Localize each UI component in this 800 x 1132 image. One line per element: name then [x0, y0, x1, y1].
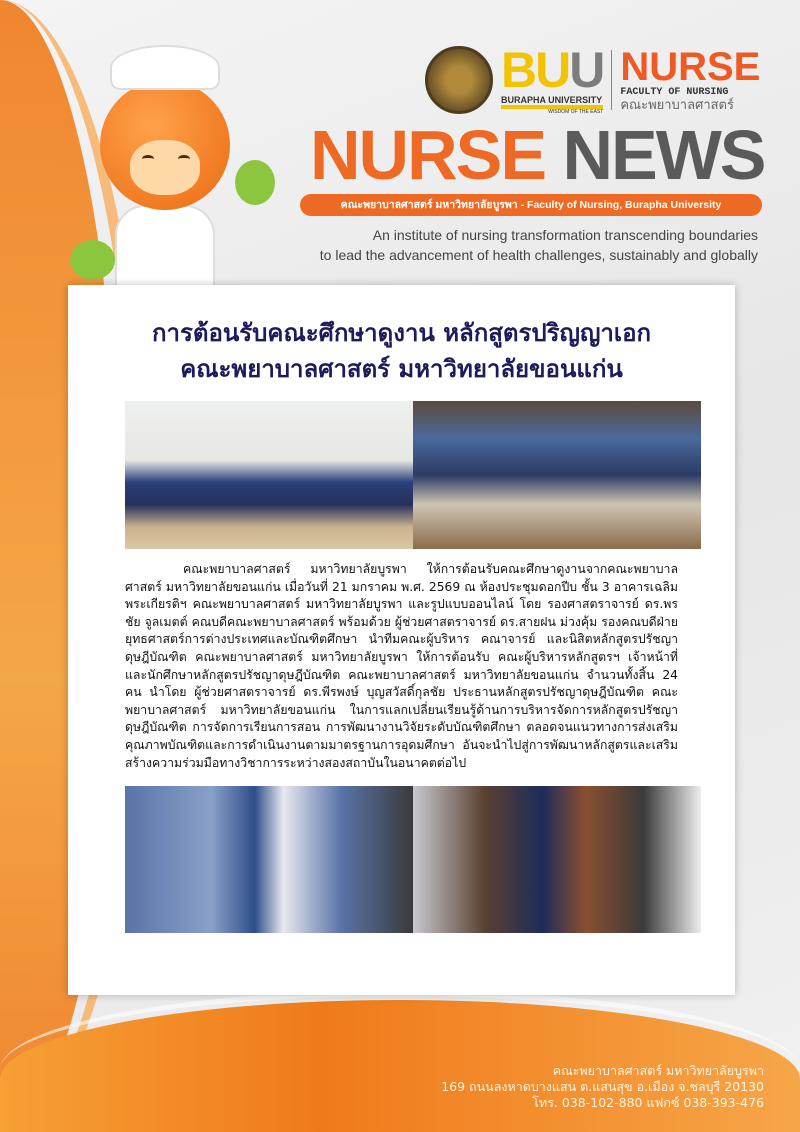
university-logo	[425, 42, 761, 115]
faculty-name-en: FACULTY OF NURSING	[620, 86, 729, 98]
footer-org: คณะพยาบาลศาสตร์ มหาวิทยาลัยบูรพา	[552, 1063, 764, 1078]
university-seal-icon	[425, 46, 493, 114]
meeting-room-group-photo	[413, 401, 701, 549]
article-title	[125, 315, 678, 387]
logo-divider	[611, 50, 612, 110]
motto-line: to lead the advancement of health challenges, sustainably and globally	[319, 247, 758, 263]
article-body: คณะพยาบาลศาสตร์ มหาวิทยาลัยบูรพา ให้การต้อนรับคณะศึกษาดูงานจากคณะพยาบาลศาสตร์ มหาวิทยาลัยขอนแก่น เมื่อวันที่ 21 มกราคม พ.ศ. 2569 ณ ห้องประชุมดอกปีบ ชั้น 3 อาคารเฉลิมพระเกียรติฯ คณะพยาบาลศาสตร์ มหาวิทยาลัยบูรพา และรูปแบบออนไลน์ โดย รองศาสตราจารย์ ดร.พรชัย จูลเมตต์ คณบดีคณะพยาบาลศาสตร์ พร้อมด้วย ผู้ช่วยศาสตราจารย์ ดร.สายฝน ม่วงคุ้ม รองคณบดีฝ่ายยุทธศาสตร์การต่างประเทศและบัณฑิตศึกษา นำทีมคณะผู้บริหาร คณาจารย์ และนิสิตหลักสูตรปรัชญาดุษฎีบัณฑิต คณะพยาบาลศาสตร์ มหาวิทยาลัยบูรพา ให้การต้อนรับ คณะผู้บริหารหลักสูตรฯ เจ้าหน้าที่ และนักศึกษาหลักสูตรปรัชญาดุษฎีบัณฑิต คณะพยาบาลศาสตร์ มหาวิทยาลัยขอนแก่น จำนวนทั้งสิ้น 24 คน นำโดย ผู้ช่วยศาสตราจารย์ ดร.พีรพงษ์ บุญสวัสดิ์กุลชัย ประธานหลักสูตรปรัชญาดุษฎีบัณฑิต คณะพยาบาลศาสตร์ มหาวิทยาลัยขอนแก่น ในการแลกเปลี่ยนเรียนรู้ด้านการบริหารจัดการหลักสูตรปรัชญาดุษฎีบัณฑิต การจัดการเรียนการสอน การพัฒนางานวิจัยระดับบัณฑิตศึกษา ตลอดจนแนวทางการส่งเสริมคุณภาพบัณฑิตและการดำเนินงานตามมาตรฐานการอุดมศึกษา อันจะนำไปสู่การพัฒนาหลักสูตรและเสริมสร้างความร่วมมือทางวิชาการระหว่างสองสถาบันในอนาคตต่อไป	[125, 562, 678, 770]
faculty-logo	[620, 44, 761, 114]
mascot-hand	[70, 240, 115, 280]
group-photo	[125, 401, 413, 549]
buu-name: BURAPHA UNIVERSITY	[501, 95, 603, 109]
speaker-photo	[125, 786, 413, 933]
article-card	[68, 285, 735, 995]
buu-tagline: WISDOM OF THE EAST	[548, 109, 604, 115]
mascot-eye	[142, 155, 154, 163]
newsletter-masthead	[310, 116, 765, 194]
attendees-photo	[413, 786, 701, 933]
mascot-waving-hand	[235, 160, 275, 205]
bottom-photo-row	[125, 786, 678, 933]
footer-address: 169 ถนนลงหาดบางแสน ต.แสนสุข อ.เมือง จ.ชลบุรี 20130	[441, 1079, 764, 1094]
footer-phone: โทร. 038-102-880 แฟกซ์ 038-393-476	[532, 1095, 764, 1110]
faculty-name-th: คณะพยาบาลศาสตร์	[620, 97, 734, 113]
contact-footer	[441, 1063, 764, 1111]
article-title-line: คณะพยาบาลศาสตร์ มหาวิทยาลัยขอนแก่น	[180, 355, 623, 383]
faculty-banner: คณะพยาบาลศาสตร์ มหาวิทยาลัยบูรพา - Faculty of Nursing, Burapha University	[300, 194, 762, 216]
mascot-eye	[178, 155, 190, 163]
mascot-face	[130, 140, 200, 195]
motto	[320, 225, 758, 265]
faculty-logo-nurse: NURSE	[620, 44, 761, 89]
masthead-word-nurse: NURSE	[310, 116, 546, 194]
buu-letter-u: U	[569, 42, 604, 98]
masthead-word-news: NEWS	[562, 116, 765, 194]
buu-letters: BU	[501, 42, 570, 98]
article-title-line: การต้อนรับคณะศึกษาดูงาน หลักสูตรปริญญาเอก	[151, 319, 652, 347]
mascot-body	[115, 205, 215, 290]
mascot-nurse-cap	[110, 45, 220, 90]
footer-swoosh	[0, 990, 800, 1070]
buu-logo	[501, 42, 604, 115]
motto-line: An institute of nursing transformation transcending boundaries	[372, 227, 758, 243]
nurse-mascot-illustration	[70, 40, 300, 290]
top-photo-row	[125, 401, 678, 549]
